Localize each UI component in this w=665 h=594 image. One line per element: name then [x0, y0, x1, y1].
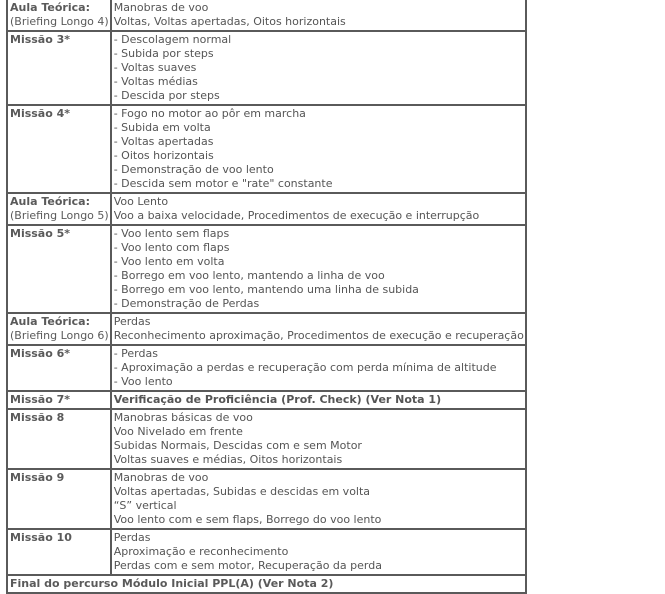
session-content-line: - Descida por steps — [113, 89, 220, 102]
session-label-cell — [7, 469, 111, 529]
session-label: Missão 6* — [10, 347, 71, 360]
session-content-line: Aproximação e reconhecimento — [113, 545, 289, 558]
session-label-cell — [7, 409, 111, 469]
session-content-line: - Demonstração de voo lento — [113, 163, 274, 176]
session-content-line: - Voo lento em volta — [113, 255, 225, 268]
session-content-cell — [111, 313, 526, 345]
session-content-line: Manobras básicas de voo — [113, 411, 253, 424]
session-sublabel: (Briefing Longo 4) — [10, 15, 109, 28]
session-label: Aula Teórica: — [10, 195, 90, 208]
syllabus-row — [7, 193, 526, 225]
session-content-line: Voo lento com e sem flaps, Borrego do voo lento — [113, 513, 382, 526]
session-content-line: “S” vertical — [113, 499, 177, 512]
syllabus-row — [7, 529, 526, 575]
session-label: Missão 5* — [10, 227, 71, 240]
session-label: Missão 10 — [10, 531, 72, 544]
session-content-line: Verificação de Proficiência (Prof. Check) (Ver Nota 1) — [113, 393, 442, 406]
session-content-cell — [111, 409, 526, 469]
session-content-line: - Voo lento com flaps — [113, 241, 230, 254]
session-content-line: - Oitos horizontais — [113, 149, 214, 162]
syllabus-row — [7, 469, 526, 529]
session-content-cell — [111, 193, 526, 225]
session-content-line: Perdas — [113, 531, 151, 544]
session-content-line: Manobras de voo — [113, 1, 209, 14]
session-label-cell — [7, 0, 111, 31]
syllabus-row — [7, 345, 526, 391]
session-label: Aula Teórica: — [10, 1, 90, 14]
session-content-line: Voltas apertadas, Subidas e descidas em volta — [113, 485, 371, 498]
syllabus-row — [7, 31, 526, 105]
syllabus-footer-row — [7, 575, 526, 593]
session-label-cell — [7, 345, 111, 391]
session-label-cell — [7, 391, 111, 409]
session-content-cell — [111, 225, 526, 313]
syllabus-row — [7, 391, 526, 409]
session-content-line: - Borrego em voo lento, mantendo a linha de voo — [113, 269, 385, 282]
session-content-cell — [111, 0, 526, 31]
session-content-cell — [111, 345, 526, 391]
session-content-line: Voltas suaves e médias, Oitos horizontais — [113, 453, 343, 466]
session-content-line: - Perdas — [113, 347, 158, 360]
session-content-line: Manobras de voo — [113, 471, 209, 484]
session-content-line: - Voltas suaves — [113, 61, 197, 74]
session-content-line: - Demonstração de Perdas — [113, 297, 260, 310]
syllabus-row — [7, 105, 526, 193]
session-content-line: - Descida sem motor e "rate" constante — [113, 177, 333, 190]
session-content-line: - Subida por steps — [113, 47, 214, 60]
session-content-line: Voo Lento — [113, 195, 169, 208]
session-content-line: - Descolagem normal — [113, 33, 232, 46]
session-content-cell — [111, 469, 526, 529]
session-label: Missão 3* — [10, 33, 71, 46]
session-content-line: Subidas Normais, Descidas com e sem Motor — [113, 439, 362, 452]
training-syllabus-table — [6, 0, 527, 594]
session-content-line: Perdas com e sem motor, Recuperação da perda — [113, 559, 382, 572]
session-label-cell — [7, 193, 111, 225]
session-content-line: Voo a baixa velocidade, Procedimentos de execução e interrupção — [113, 209, 480, 222]
session-label: Missão 4* — [10, 107, 71, 120]
session-content-line: Voltas, Voltas apertadas, Oitos horizontais — [113, 15, 346, 28]
session-content-line: - Subida em volta — [113, 121, 211, 134]
session-content-line: - Voltas médias — [113, 75, 198, 88]
session-label: Aula Teórica: — [10, 315, 90, 328]
session-label-cell — [7, 529, 111, 575]
session-content-cell — [111, 529, 526, 575]
session-label-cell — [7, 313, 111, 345]
session-content-line: - Voltas apertadas — [113, 135, 214, 148]
session-content-line: - Fogo no motor ao pôr em marcha — [113, 107, 306, 120]
session-label-cell — [7, 225, 111, 313]
session-sublabel: (Briefing Longo 6) — [10, 329, 109, 342]
session-label: Missão 7* — [10, 393, 71, 406]
syllabus-row — [7, 409, 526, 469]
syllabus-body — [7, 0, 526, 593]
session-content-cell — [111, 391, 526, 409]
session-content-cell — [111, 31, 526, 105]
session-content-line: Reconhecimento aproximação, Procedimentos de execução e recuperação — [113, 329, 524, 342]
syllabus-footer: Final do percurso Módulo Inicial PPL(A) (Ver Nota 2) — [7, 575, 526, 593]
session-content-line: - Borrego em voo lento, mantendo uma linha de subida — [113, 283, 419, 296]
session-label-cell — [7, 105, 111, 193]
syllabus-row — [7, 0, 526, 31]
syllabus-row — [7, 313, 526, 345]
session-content-line: - Aproximação a perdas e recuperação com perda mínima de altitude — [113, 361, 497, 374]
session-content-line: Perdas — [113, 315, 151, 328]
session-label: Missão 8 — [10, 411, 65, 424]
session-label: Missão 9 — [10, 471, 65, 484]
session-content-line: Voo Nivelado em frente — [113, 425, 243, 438]
session-label-cell — [7, 31, 111, 105]
session-content-line: - Voo lento — [113, 375, 173, 388]
syllabus-row — [7, 225, 526, 313]
session-content-line: - Voo lento sem flaps — [113, 227, 230, 240]
session-sublabel: (Briefing Longo 5) — [10, 209, 109, 222]
session-content-cell — [111, 105, 526, 193]
